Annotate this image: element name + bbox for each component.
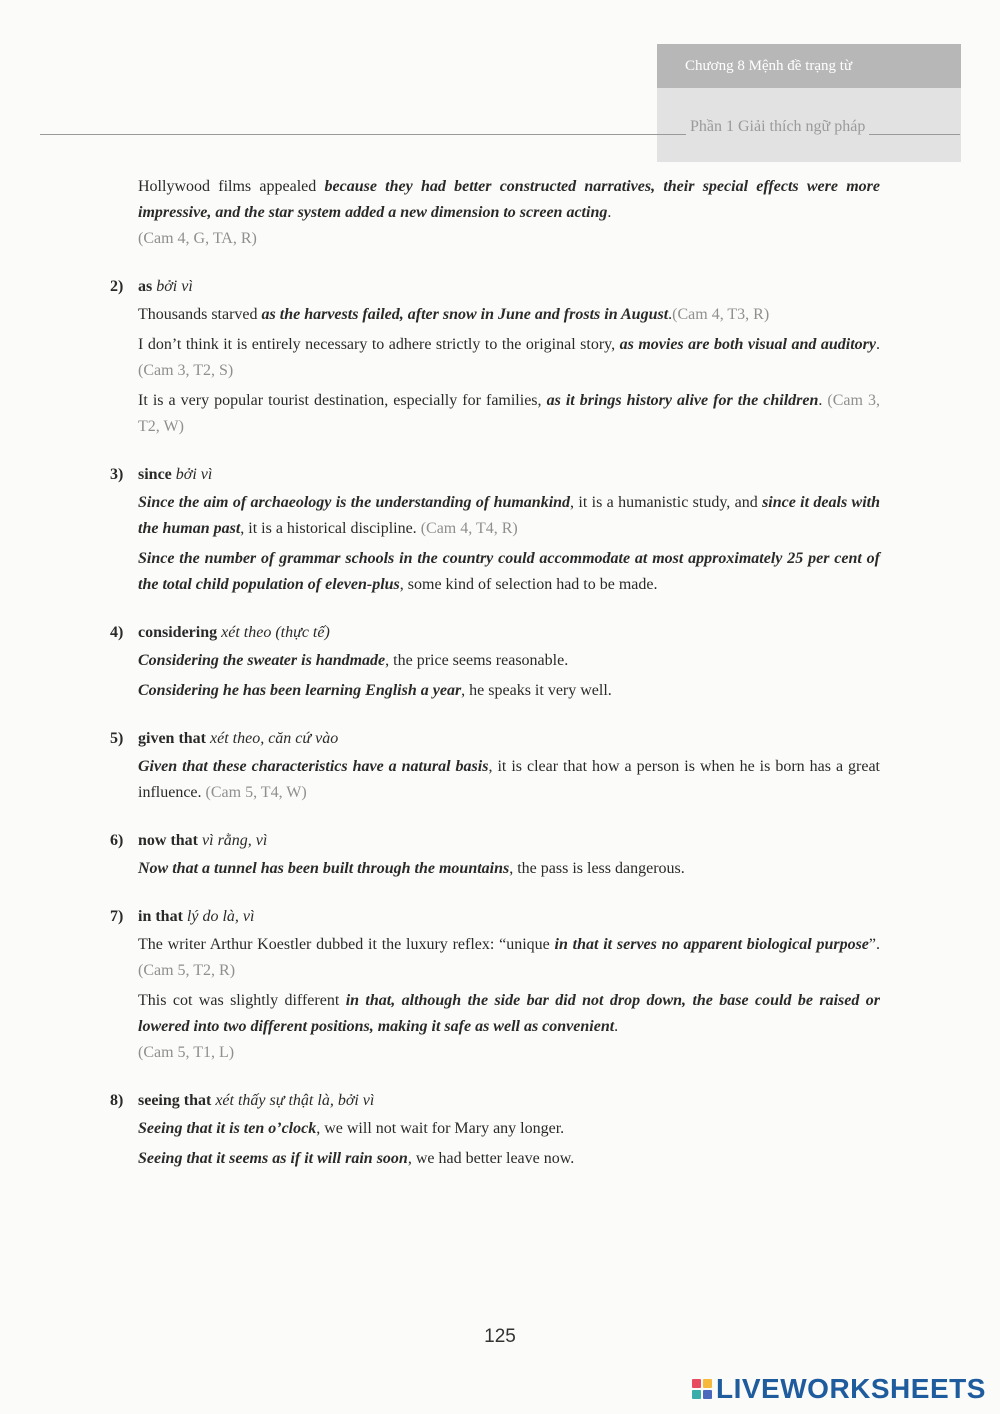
example-highlight: Since the aim of archaeology is the understanding of humankind <box>138 494 571 511</box>
part-title: Phần 1 Giải thích ngữ pháp <box>686 118 869 136</box>
brand-name: LIVEWORKSHEETS <box>716 1373 986 1404</box>
item-number: 6) <box>110 832 124 849</box>
example-text: ”. <box>868 936 881 953</box>
example-text: , he speaks it very well. <box>461 682 612 699</box>
example-highlight: Now that a tunnel has been built through the mountains <box>138 860 510 877</box>
item-gloss: bởi vì <box>156 278 193 295</box>
example-sentence <box>138 1146 880 1172</box>
item-gloss: bởi vì <box>175 466 213 483</box>
item-number: 4) <box>110 624 124 641</box>
item-heading <box>110 828 880 854</box>
content-body <box>110 174 880 1176</box>
example-sentence <box>138 302 880 328</box>
item-gloss: vì rằng, vì <box>202 832 268 849</box>
item-gloss: xét theo (thực tế) <box>221 624 330 641</box>
item-heading <box>110 620 880 646</box>
example-highlight: as the harvests failed, after snow in June and frosts in August <box>261 306 669 323</box>
item-term: as <box>138 278 153 295</box>
example-sentence <box>138 932 880 984</box>
example-sentence <box>138 754 880 806</box>
liveworksheets-logo[interactable] <box>692 1374 986 1404</box>
item-term: now that <box>138 832 199 849</box>
example-highlight: in that, although the side bar did not drop down, the base could be raised or lowered into two different positions, making it safe as well as convenient <box>138 992 881 1035</box>
item-heading <box>110 726 880 752</box>
intro-reference: (Cam 4, G, TA, R) <box>138 230 257 247</box>
example-sentence <box>138 388 880 440</box>
example-sentence <box>138 332 880 384</box>
brand-square-icon <box>692 1390 701 1399</box>
example-text: This cot was slightly different <box>138 992 346 1009</box>
example-text: , it is a historical discipline. <box>240 520 421 537</box>
item-term: since <box>138 466 172 483</box>
example-text: , the pass is less dangerous. <box>509 860 685 877</box>
item-term: considering <box>138 624 218 641</box>
item-number: 8) <box>110 1092 124 1109</box>
brand-square-icon <box>692 1379 701 1388</box>
example-text: It is a very popular tourist destination, especially for families, <box>138 392 547 409</box>
example-highlight: Considering the sweater is handmade <box>138 652 386 669</box>
example-reference: (Cam 3, T2, S) <box>138 362 234 379</box>
item-term: given that <box>138 730 206 747</box>
example-text: , the price seems reasonable. <box>385 652 569 669</box>
example-highlight: Seeing that it seems as if it will rain soon <box>138 1150 408 1167</box>
example-text: I don’t think it is entirely necessary to adhere strictly to the original story, <box>138 336 620 353</box>
example-highlight: Seeing that it is ten o’clock <box>138 1120 317 1137</box>
example-highlight: Considering he has been learning English a year <box>138 682 462 699</box>
example-sentence <box>138 1116 880 1142</box>
example-highlight: as it brings history alive for the children <box>546 392 819 409</box>
item-number: 3) <box>110 466 124 483</box>
example-text: . <box>614 1018 619 1035</box>
example-sentence <box>138 856 880 882</box>
example-text: The writer Arthur Koestler dubbed it the luxury reflex: “unique <box>138 936 555 953</box>
example-reference: (Cam 3, T2, W) <box>138 392 881 435</box>
example-highlight: as movies are both visual and auditory <box>619 336 876 353</box>
example-highlight: Since the number of grammar schools in the country could accommodate at most approximately 25 per cent of the total child population of eleven-plus <box>138 550 880 593</box>
item-heading <box>110 1088 880 1114</box>
chapter-title: Chương 8 Mệnh đề trạng từ <box>657 44 961 88</box>
example-sentence <box>138 546 880 598</box>
item-number: 5) <box>110 730 124 747</box>
example-reference: (Cam 5, T2, R) <box>138 962 236 979</box>
example-text: , it is clear that how a person is when he is born has a great influence. <box>138 758 881 801</box>
intro-highlight: because they had better constructed narratives, their special effects were more impressive, and the star system added a new dimension to screen acting <box>138 178 880 221</box>
item-heading <box>110 462 880 488</box>
example-reference: (Cam 5, T1, L) <box>138 1044 235 1061</box>
item-gloss: xét thấy sự thật là, bởi vì <box>215 1092 375 1109</box>
example-highlight: since it deals with the human past <box>138 494 880 537</box>
example-reference: (Cam 4, T3, R) <box>672 306 770 323</box>
intro-end: . <box>607 204 612 221</box>
item-term: seeing that <box>138 1092 212 1109</box>
example-sentence <box>138 678 880 704</box>
example-highlight: in that it serves no apparent biological purpose <box>554 936 869 953</box>
item-list <box>110 274 880 1172</box>
item-number: 2) <box>110 278 124 295</box>
example-text: . <box>818 392 828 409</box>
item-gloss: lý do là, vì <box>186 908 255 925</box>
example-text: , it is a humanistic study, and <box>570 494 763 511</box>
example-reference: (Cam 4, T4, R) <box>420 520 518 537</box>
brand-square-icon <box>703 1379 712 1388</box>
page-number: 125 <box>484 1326 516 1347</box>
example-highlight: Given that these characteristics have a natural basis <box>138 758 489 775</box>
example-reference: (Cam 5, T4, W) <box>205 784 307 801</box>
example-text: , some kind of selection had to be made. <box>399 576 658 593</box>
item-term: in that <box>138 908 183 925</box>
example-text: , we had better leave now. <box>407 1150 575 1167</box>
example-sentence <box>138 988 880 1066</box>
item-number: 7) <box>110 908 124 925</box>
intro-example <box>138 174 880 252</box>
item-heading <box>110 904 880 930</box>
item-heading <box>110 274 880 300</box>
item-gloss: xét theo, căn cứ vào <box>210 730 339 747</box>
brand-square-icon <box>703 1390 712 1399</box>
intro-text: Hollywood films appealed <box>138 178 325 195</box>
example-text: , we will not wait for Mary any longer. <box>316 1120 565 1137</box>
example-text: . <box>875 336 880 353</box>
example-text: . <box>668 306 673 323</box>
example-sentence <box>138 648 880 674</box>
example-sentence <box>138 490 880 542</box>
liveworksheets-mark-icon <box>692 1379 712 1399</box>
example-text: Thousands starved <box>138 306 262 323</box>
